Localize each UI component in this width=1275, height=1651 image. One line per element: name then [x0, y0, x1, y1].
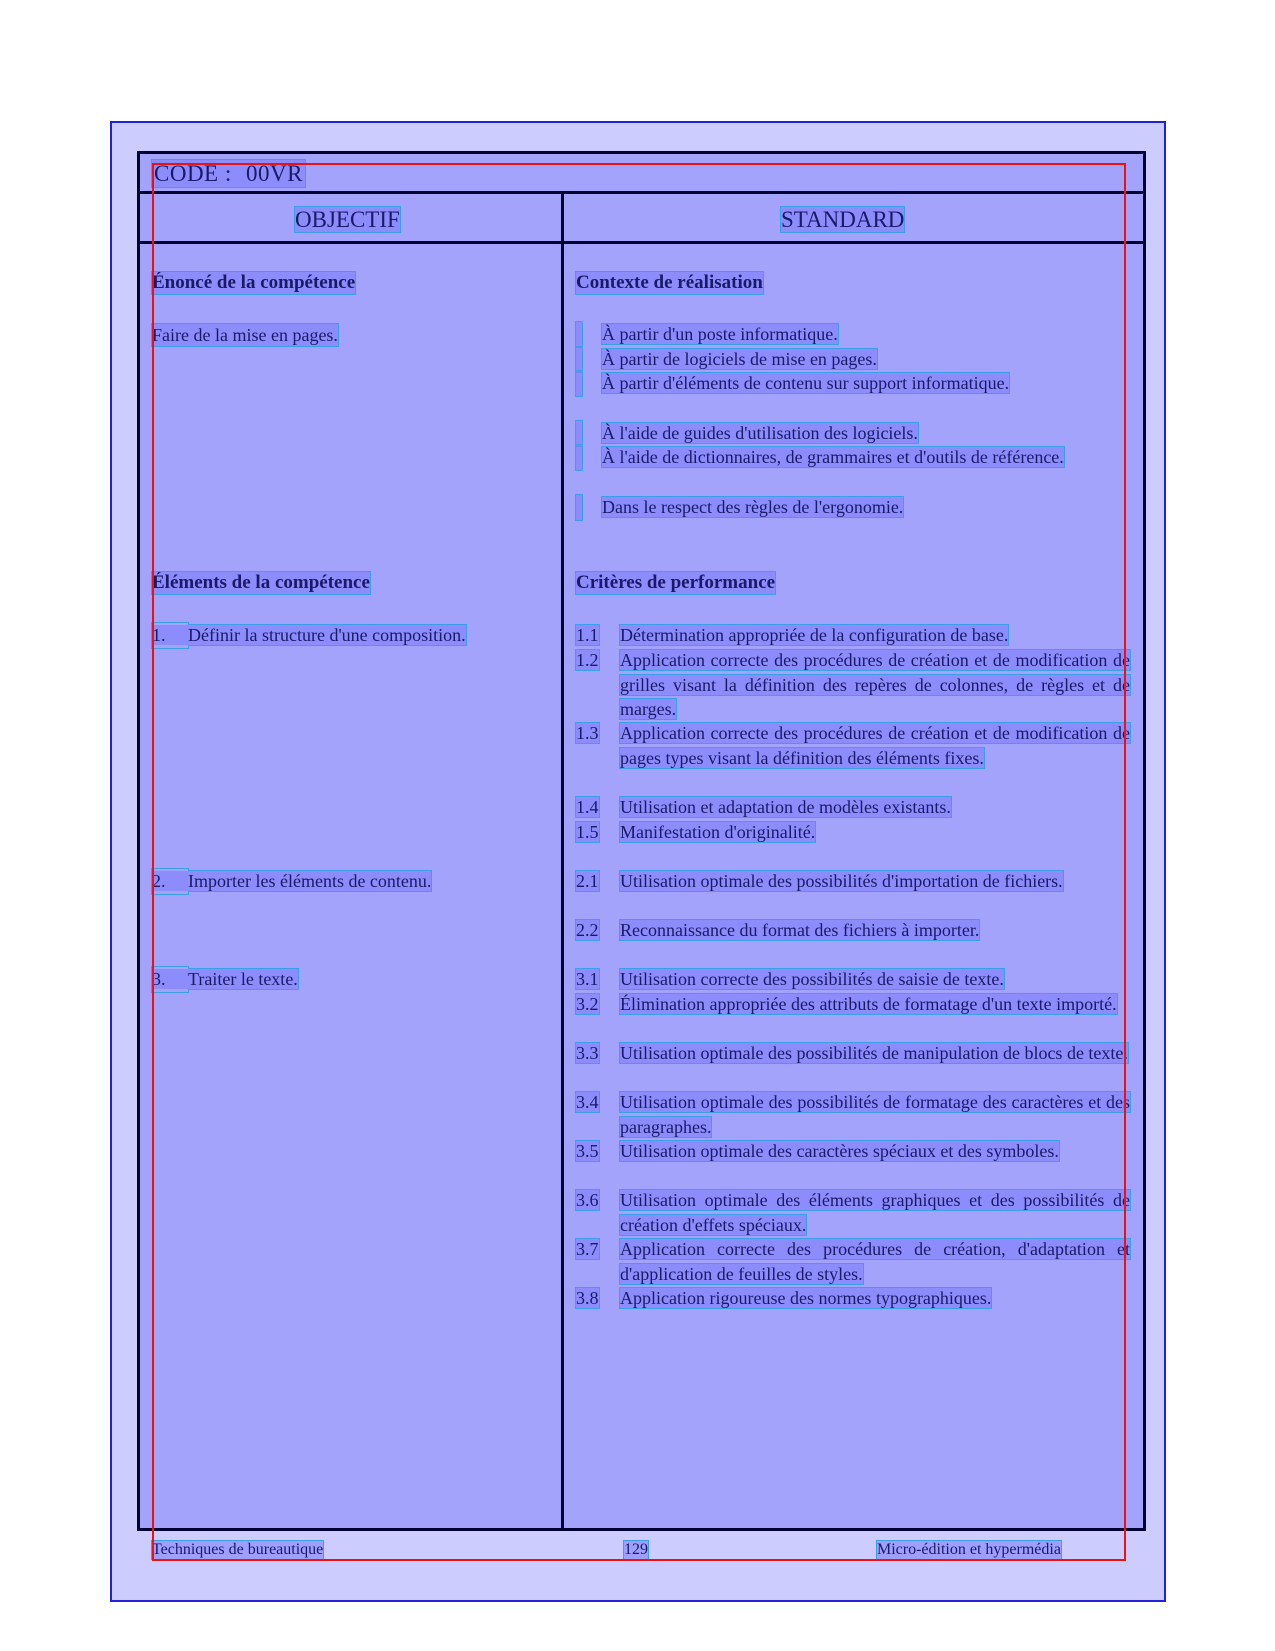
header-divider — [137, 191, 1146, 194]
enonce-text: Faire de la mise en pages. — [152, 325, 338, 345]
element-number: 2. — [152, 871, 166, 891]
critere-number: 1.5 — [576, 822, 599, 842]
column-header-standard: STANDARD — [781, 207, 905, 232]
critere-text: Reconnaissance du format des fichiers à importer. — [620, 920, 980, 940]
critere-number: 3.6 — [576, 1190, 599, 1210]
critere-number: 3.3 — [576, 1043, 599, 1063]
contexte-item: À partir d'éléments de contenu sur support informatique. — [602, 373, 1010, 393]
element-number: 3. — [152, 969, 166, 989]
contexte-item: À l'aide de guides d'utilisation des logiciels. — [602, 423, 918, 443]
critere-number: 2.1 — [576, 871, 599, 891]
critere-text: Application correcte des procédures de création et de modification de pages types visant la définition des éléments fixes. — [620, 723, 1130, 768]
code-label: CODE : — [154, 161, 232, 186]
elements-heading: Éléments de la compétence — [152, 572, 370, 593]
contexte-bullet — [576, 347, 582, 372]
critere-number: 1.2 — [576, 650, 599, 670]
enonce-heading: Énoncé de la compétence — [152, 272, 356, 293]
critere-number: 3.2 — [576, 994, 599, 1014]
column-divider — [561, 192, 564, 1531]
contexte-item: À partir de logiciels de mise en pages. — [602, 349, 877, 369]
column-header-objectif: OBJECTIF — [295, 207, 400, 232]
element-item — [152, 623, 561, 648]
criteres-heading: Critères de performance — [576, 572, 776, 593]
critere-text: Utilisation optimale des possibilités de formatage des caractères et des paragraphes. — [620, 1092, 1130, 1137]
contexte-item: À partir d'un poste informatique. — [602, 324, 838, 344]
element-text: Importer les éléments de contenu. — [188, 871, 432, 891]
critere-text: Application correcte des procédures de création, d'adaptation et d'application de feuilles de styles. — [620, 1239, 1130, 1284]
contexte-item: Dans le respect des règles de l'ergonomie. — [602, 497, 904, 517]
element-number: 1. — [152, 625, 166, 645]
critere-text: Élimination appropriée des attributs de formatage d'un texte importé. — [620, 994, 1117, 1014]
competency-code — [152, 160, 305, 187]
critere-number: 3.1 — [576, 969, 599, 989]
critere-number: 3.8 — [576, 1288, 599, 1308]
contexte-bullet — [576, 495, 582, 520]
critere-number: 3.5 — [576, 1141, 599, 1161]
contexte-bullet — [576, 421, 582, 446]
critere-text: Détermination appropriée de la configuration de base. — [620, 625, 1009, 645]
contexte-heading: Contexte de réalisation — [576, 272, 763, 293]
code-value: 00VR — [246, 161, 303, 186]
footer-section: Micro-édition et hypermédia — [877, 1541, 1061, 1558]
critere-text: Utilisation optimale des éléments graphiques et des possibilités de création d'effets spéciaux. — [620, 1190, 1130, 1235]
critere-text: Application correcte des procédures de création et de modification de grilles visant la définition des repères de colonnes, de règles et de marges. — [620, 650, 1130, 719]
contexte-item: À l'aide de dictionnaires, de grammaires et d'outils de référence. — [602, 447, 1064, 467]
contexte-bullet — [576, 445, 582, 470]
element-text: Définir la structure d'une composition. — [188, 625, 466, 645]
critere-text: Utilisation et adaptation de modèles existants. — [620, 797, 951, 817]
element-item — [152, 967, 561, 992]
critere-number: 3.7 — [576, 1239, 599, 1259]
critere-text: Application rigoureuse des normes typographiques. — [620, 1288, 992, 1308]
critere-text: Utilisation optimale des possibilités de manipulation de blocs de texte. — [620, 1043, 1128, 1063]
critere-text: Utilisation correcte des possibilités de saisie de texte. — [620, 969, 1004, 989]
critere-number: 3.4 — [576, 1092, 599, 1112]
footer-page-number: 129 — [624, 1541, 648, 1558]
contexte-bullet — [576, 322, 582, 347]
critere-number: 1.3 — [576, 723, 599, 743]
footer-program: Techniques de bureautique — [152, 1541, 324, 1558]
critere-text: Utilisation optimale des caractères spéciaux et des symboles. — [620, 1141, 1059, 1161]
critere-number: 1.4 — [576, 797, 599, 817]
critere-text: Manifestation d'originalité. — [620, 822, 816, 842]
column-header-divider — [137, 241, 1146, 244]
element-item — [152, 869, 561, 894]
critere-number: 2.2 — [576, 920, 599, 940]
element-text: Traiter le texte. — [188, 969, 298, 989]
critere-text: Utilisation optimale des possibilités d'importation de fichiers. — [620, 871, 1063, 891]
contexte-bullet — [576, 371, 582, 396]
critere-number: 1.1 — [576, 625, 599, 645]
